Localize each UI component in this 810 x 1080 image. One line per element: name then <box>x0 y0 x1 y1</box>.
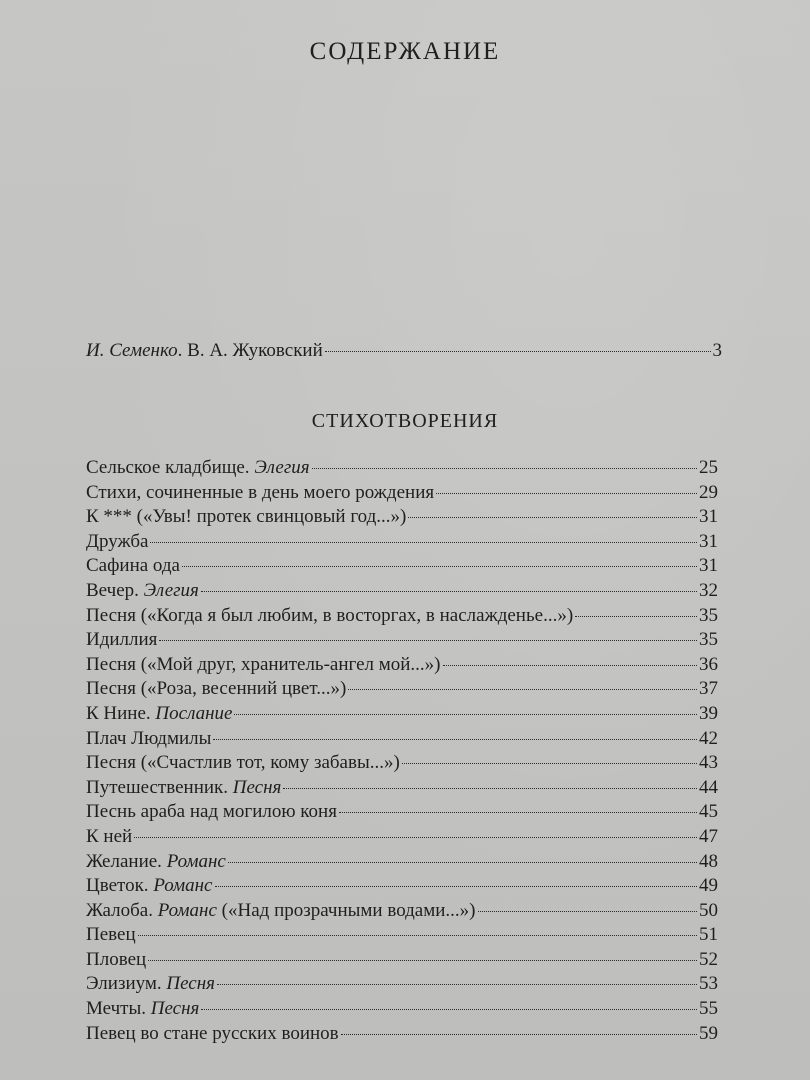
dot-leader <box>478 911 697 912</box>
dot-leader <box>217 984 697 985</box>
entry-genre: Элегия <box>143 579 199 601</box>
entry-page-number: 3 <box>712 340 722 361</box>
dot-leader <box>443 665 697 666</box>
entry-page-number: 32 <box>699 579 718 601</box>
entry-title: Желание. <box>86 850 167 872</box>
entry-page-number: 35 <box>699 629 718 651</box>
entry-title: Вечер. <box>86 579 144 601</box>
toc-entry <box>86 874 718 899</box>
entry-title: Плач Людмилы <box>86 727 212 749</box>
entry-title: Песнь араба над могилою коня <box>86 801 337 823</box>
entry-text <box>86 899 476 924</box>
entry-title: Песня («Роза, весенний цвет...») <box>86 678 347 700</box>
dot-leader <box>436 493 697 494</box>
entry-title: К Нине. <box>86 702 156 724</box>
dot-leader <box>575 616 697 617</box>
entry-title: Мечты. <box>86 998 151 1020</box>
dot-leader <box>138 935 697 936</box>
dot-leader <box>134 837 697 838</box>
entry-text <box>86 481 434 506</box>
dot-leader <box>201 1009 697 1010</box>
entry-title: Путешественник. <box>86 776 233 798</box>
entry-page-number: 42 <box>699 727 718 749</box>
entry-page-number: 59 <box>699 1022 718 1044</box>
entry-title: Пловец <box>86 948 147 970</box>
toc-entry <box>86 850 718 875</box>
entry-title: Цветок. <box>86 875 154 897</box>
entry-title: Жалоба. <box>86 899 158 921</box>
dot-leader <box>339 812 697 813</box>
entry-text <box>86 751 400 776</box>
toc-entry <box>86 948 718 973</box>
entry-title: Певец <box>86 924 136 946</box>
toc-entry <box>86 628 718 653</box>
entry-text <box>86 530 148 555</box>
toc-entry <box>86 800 718 825</box>
entry-page-number: 55 <box>699 998 718 1020</box>
toc-entry <box>86 727 718 752</box>
toc-entry <box>86 579 718 604</box>
entry-title: Песня («Когда я был любим, в восторгах, в наслажденье...») <box>86 604 574 626</box>
entry-page-number: 47 <box>699 825 718 847</box>
entry-page-number: 36 <box>699 653 718 675</box>
entry-text <box>86 653 441 678</box>
page-title: СОДЕРЖАНИЕ <box>309 38 501 65</box>
toc-entry <box>86 653 718 678</box>
entry-page-number: 52 <box>699 948 718 970</box>
entry-genre: Песня <box>232 776 282 798</box>
dot-leader <box>312 468 697 469</box>
dot-leader <box>182 566 697 567</box>
dot-leader <box>159 640 697 641</box>
toc-entry <box>86 530 718 555</box>
entry-genre: Песня <box>166 973 215 995</box>
dot-leader <box>201 591 697 592</box>
dot-leader <box>234 714 697 715</box>
toc-list <box>86 456 718 1046</box>
toc-entry <box>86 505 718 530</box>
toc-entry <box>86 481 718 506</box>
entry-title: Идиллия <box>86 629 158 651</box>
entry-page-number: 39 <box>699 702 718 724</box>
toc-entry <box>86 899 718 924</box>
entry-genre: Песня <box>150 998 200 1020</box>
entry-text <box>86 825 132 850</box>
entry-page-number: 31 <box>699 530 718 552</box>
dot-leader <box>150 542 697 543</box>
entry-genre: Послание <box>155 702 233 724</box>
entry-text <box>86 997 199 1022</box>
toc-entry <box>86 972 718 997</box>
entry-text <box>86 850 226 875</box>
entry-page-number: 25 <box>699 457 718 478</box>
entry-text <box>86 456 310 481</box>
entry-text <box>86 923 136 948</box>
entry-genre: Романс <box>166 850 226 872</box>
entry-text <box>86 1022 339 1047</box>
entry-title: Дружба <box>86 530 149 552</box>
entry-text <box>86 702 232 727</box>
entry-page-number: 35 <box>699 604 718 626</box>
entry-title: Песня («Счастлив тот, кому забавы...») <box>86 752 400 774</box>
toc-entry <box>86 751 718 776</box>
toc-entry <box>86 554 718 579</box>
toc-entry <box>86 825 718 850</box>
toc-entry <box>86 702 718 727</box>
entry-text <box>86 800 337 825</box>
entry-text <box>86 948 146 973</box>
section-title: СТИХОТВОРЕНИЯ <box>311 410 499 432</box>
entry-text <box>86 604 573 629</box>
entry-text <box>86 727 211 752</box>
entry-title: Песня («Мой друг, хранитель-ангел мой...») <box>86 653 441 675</box>
entry-page-number: 29 <box>699 481 718 503</box>
entry-title: . В. А. Жуковский <box>177 340 323 361</box>
dot-leader <box>348 689 697 690</box>
entry-page-number: 48 <box>699 850 718 872</box>
entry-page-number: 43 <box>699 752 718 774</box>
entry-page-number: 53 <box>699 973 718 995</box>
entry-page-number: 31 <box>699 506 718 528</box>
entry-page-number: 37 <box>699 678 718 700</box>
entry-text <box>86 579 199 604</box>
dot-leader <box>283 788 697 789</box>
entry-text <box>86 776 281 801</box>
toc-line <box>86 339 722 364</box>
toc-entry <box>86 923 718 948</box>
entry-title: Сафина ода <box>86 555 180 577</box>
entry-text <box>86 505 406 530</box>
dot-leader <box>408 517 697 518</box>
dot-leader <box>213 739 697 740</box>
entry-page-number: 51 <box>699 924 718 946</box>
entry-page-number: 50 <box>699 899 718 921</box>
dot-leader <box>402 763 697 764</box>
entry-title: К *** («Увы! протек свинцовый год...») <box>86 506 407 528</box>
toc-entry <box>86 776 718 801</box>
entry-text <box>86 339 323 364</box>
entry-genre: Романс <box>153 875 213 897</box>
entry-genre: Романс <box>157 899 217 921</box>
entry-text <box>86 677 346 702</box>
entry-genre: Элегия <box>254 457 310 478</box>
entry-title: Элизиум. <box>86 973 167 995</box>
intro-entry <box>86 339 722 364</box>
entry-text <box>86 972 215 997</box>
toc-entry <box>86 1022 718 1047</box>
dot-leader <box>325 351 711 352</box>
toc-entry <box>86 997 718 1022</box>
entry-first-line: («Над прозрачными водами...») <box>216 899 476 921</box>
toc-entry <box>86 677 718 702</box>
entry-title: Певец во стане русских воинов <box>86 1022 339 1044</box>
entry-page-number: 45 <box>699 801 718 823</box>
dot-leader <box>228 862 697 863</box>
entry-page-number: 44 <box>699 776 718 798</box>
entry-title: Сельское кладбище. <box>86 457 255 478</box>
entry-page-number: 31 <box>699 555 718 577</box>
entry-title: К ней <box>86 825 133 847</box>
dot-leader <box>148 960 697 961</box>
entry-text <box>86 628 157 653</box>
entry-text <box>86 554 180 579</box>
entry-text <box>86 874 213 899</box>
toc-entry <box>86 604 718 629</box>
entry-page-number: 49 <box>699 875 718 897</box>
dot-leader <box>341 1034 697 1035</box>
dot-leader <box>215 886 698 887</box>
toc-entry <box>86 456 718 481</box>
entry-title: Стихи, сочиненные в день моего рождения <box>86 481 435 503</box>
entry-author: И. Семенко <box>86 340 178 361</box>
